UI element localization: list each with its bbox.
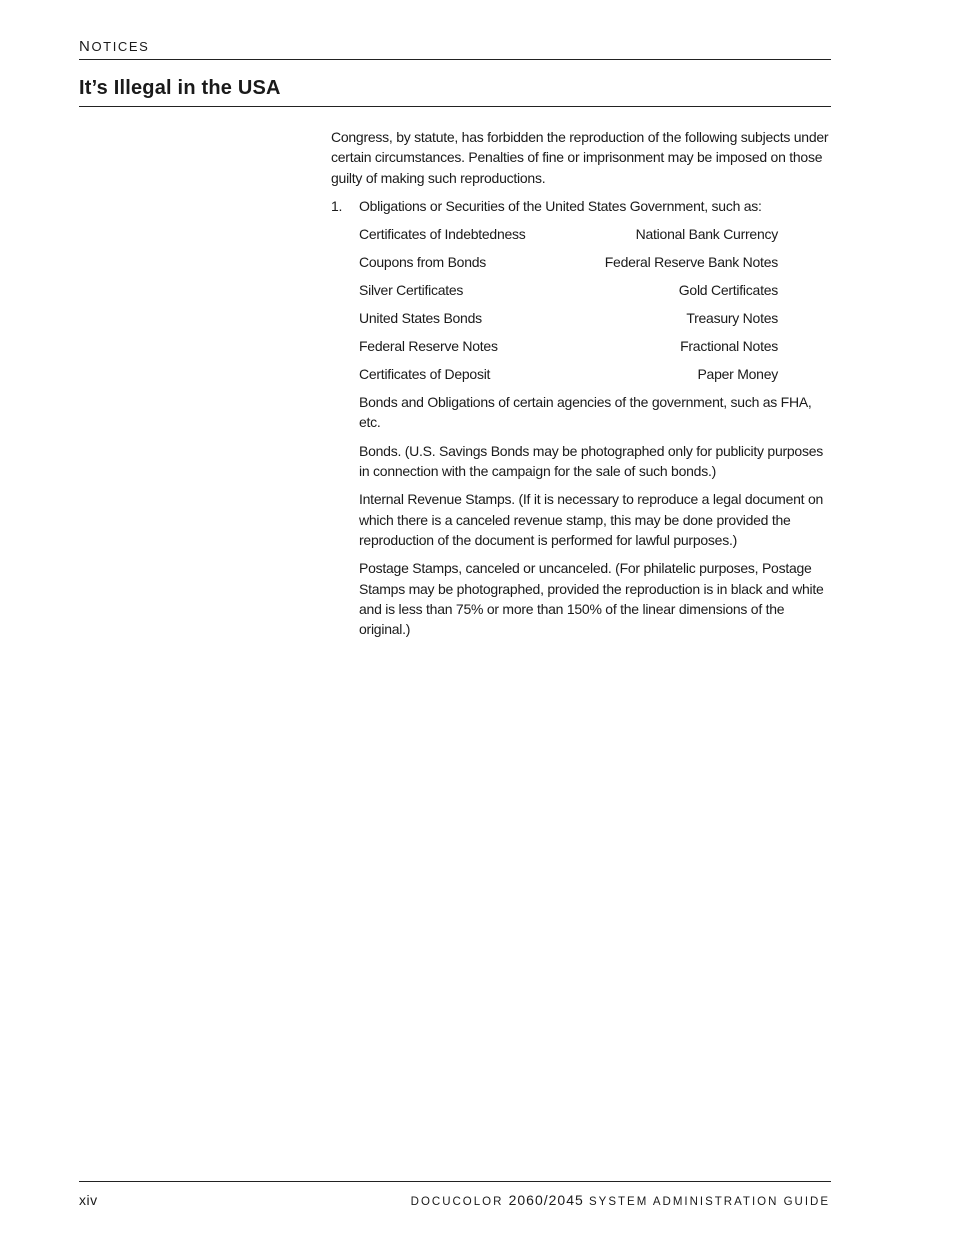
securities-list: [359, 224, 778, 392]
intro-paragraph: Congress, by statute, has forbidden the reproduction of the following subjects under certain circumstances. Penalties of fine or imprisonment may be imposed on those guilty of making such reproductions.: [331, 129, 829, 186]
list-row: [359, 224, 778, 252]
list-item-right: Gold Certificates: [678, 282, 778, 299]
list-item-right: Paper Money: [697, 366, 778, 383]
header-rule: [79, 59, 831, 60]
running-head: [79, 38, 149, 55]
list-row: [359, 308, 778, 336]
body-column: [331, 127, 831, 647]
list-row: [359, 364, 778, 392]
list-item-right: Fractional Notes: [680, 338, 778, 355]
list-row: [359, 252, 778, 280]
footer-guide: SYSTEM ADMINISTRATION GUIDE: [589, 1196, 830, 1208]
list-item-left: Federal Reserve Notes: [359, 338, 498, 355]
section-title: It’s Illegal in the USA: [79, 77, 281, 99]
page-number: xiv: [79, 1192, 98, 1208]
footer-brand: DOCUCOLOR: [410, 1196, 504, 1208]
list-row: [359, 280, 778, 308]
list-item-left: Coupons from Bonds: [359, 254, 487, 271]
bonds-paragraph: Bonds. (U.S. Savings Bonds may be photographed only for publicity purposes in connection with the campaign for the sale of such bonds.): [359, 442, 824, 480]
item-text: Obligations or Securities of the United States Government, such as:: [359, 197, 762, 214]
footer-rule: [79, 1181, 831, 1182]
footer-title: [411, 1192, 830, 1208]
running-head-rest: OTICES: [91, 39, 150, 54]
item-number: 1.: [331, 197, 343, 214]
title-rule: [79, 106, 831, 107]
list-row: [359, 336, 778, 364]
footer-model: 2060/2045: [508, 1192, 584, 1208]
list-item-right: National Bank Currency: [635, 226, 778, 243]
list-item-right: Treasury Notes: [686, 310, 778, 327]
postage-stamps-paragraph: Postage Stamps, canceled or uncanceled. (For philatelic purposes, Postage Stamps may be photographed, provided the reproduction is in black and white and is less than 75% or more than 150% of the linear dimensions of the original.): [359, 560, 824, 638]
agencies-paragraph: Bonds and Obligations of certain agencies of the government, such as FHA, etc.: [359, 394, 812, 431]
numbered-item: [331, 196, 831, 216]
revenue-stamps-paragraph: Internal Revenue Stamps. (If it is necessary to reproduce a legal document on which there is a canceled revenue stamp, this may be done provided the reproduction of the document is performed for lawful purposes.): [359, 491, 824, 548]
list-item-left: Certificates of Indebtedness: [359, 226, 526, 243]
running-head-initial: N: [79, 38, 92, 55]
list-item-left: United States Bonds: [359, 310, 482, 327]
list-item-left: Certificates of Deposit: [359, 366, 491, 383]
list-item-right: Federal Reserve Bank Notes: [604, 254, 778, 271]
list-item-left: Silver Certificates: [359, 282, 464, 299]
